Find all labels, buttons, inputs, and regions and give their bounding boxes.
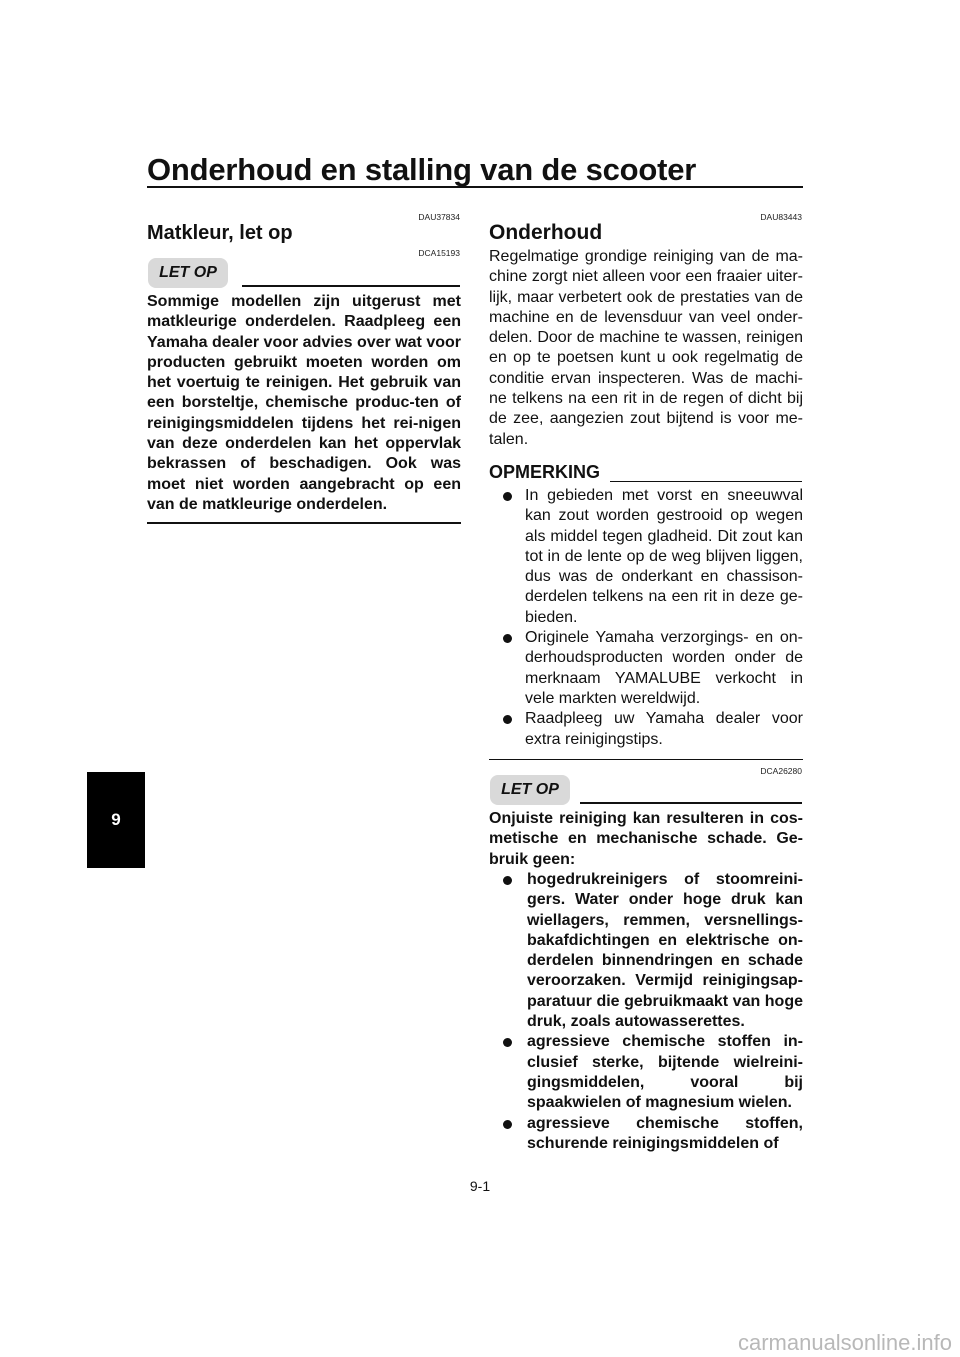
bullet-icon: [503, 876, 512, 885]
caution-bottom-rule: [147, 522, 461, 524]
note-top-rule: [610, 481, 802, 482]
bullet-icon: [503, 492, 512, 501]
bullet-icon: [503, 715, 512, 724]
caution-list: [489, 870, 803, 1154]
list-item: Originele Yamaha verzorgings- en on-derhoudsproducten worden onder de merknaam YAMALUBE verkocht in vele markten wereldwijd.: [489, 628, 803, 709]
caution-code: DCA15193: [418, 248, 460, 258]
caution-intro: Onjuiste reiniging kan resulteren in cos-metische en mechanische schade. Ge-bruik geen:: [489, 810, 803, 868]
note-list: [489, 486, 803, 750]
bullet-icon: [503, 1120, 512, 1129]
chapter-tab: 9: [87, 772, 145, 868]
section-title: Onderhoud: [489, 221, 603, 244]
bullet-icon: [503, 634, 512, 643]
list-item: agressieve chemische stoffen in-clusief sterke, bijtende wielreini-gingsmiddelen, vooral bij spaakwielen of magnesium wielen.: [489, 1032, 803, 1113]
watermark: carmanualsonline.info: [737, 1330, 952, 1355]
bullet-icon: [503, 1038, 512, 1047]
caution-badge: LET OP: [148, 258, 228, 288]
list-item: In gebieden met vorst en sneeuwval kan zout worden gestrooid op wegen als middel tegen gladheid. Dit zout kan tot in de lente op de weg blijven liggen, dus was de onderkant en chassison-derdelen telkens na een rit in deze ge-bieden.: [489, 486, 803, 628]
section-code: DAU37834: [418, 212, 460, 222]
page-title: Onderhoud en stalling van de scooter: [147, 152, 697, 187]
caution-top-rule: [580, 802, 802, 804]
intro-paragraph: Regelmatige grondige reiniging van de ma-chine zorgt niet alleen voor een fraaier uiter-lijk, maar verbetert ook de prestaties van de machine en de levensduur van veel onder-delen. Door de machine te wassen, reinigen en op te poetsen kunt u ook regelmatig de conditie ervan inspecteren. Was de machi-ne telkens na een rit in de regen of dicht bij de zee, aangezien zout bijtend is voor me-talen.: [489, 248, 803, 448]
list-item: Raadpleeg uw Yamaha dealer voor extra reinigingstips.: [489, 709, 803, 750]
caution-code: DCA26280: [760, 766, 802, 776]
list-item: hogedrukreinigers of stoomreini-gers. Water onder hoge druk kan wiellagers, remmen, versnellings-bakafdichtingen en elektrische on-derdelen binnendringen en schade veroorzaken. Vermijd reinigingsap-paratuur die gebruikmaakt van hoge druk, zoals autowasserettes.: [489, 870, 803, 1032]
caution-badge: LET OP: [490, 775, 570, 805]
page-number: 9-1: [469, 1178, 491, 1194]
caution-top-rule: [242, 285, 460, 287]
note-label: OPMERKING: [489, 462, 601, 482]
title-divider: [147, 186, 803, 188]
caution-text: Sommige modellen zijn uitgerust met matkleurige onderdelen. Raadpleeg een Yamaha dealer voor advies over wat voor producten gebruikt moeten worden om het voertuig te reinigen. Het gebruik van een borsteltje, chemische produc-ten of reinigingsmiddelen tijdens het rei-nigen van deze onderdelen kan het oppervlak bekrassen of beschadigen. Ook was moet niet worden aangebracht op een van de matkleurige onderdelen.: [147, 293, 461, 513]
note-bottom-rule: [489, 759, 803, 760]
section-code: DAU83443: [760, 212, 802, 222]
list-item: agressieve chemische stoffen, schurende reinigingsmiddelen of: [489, 1114, 803, 1155]
section-title: Matkleur, let op: [147, 222, 293, 244]
